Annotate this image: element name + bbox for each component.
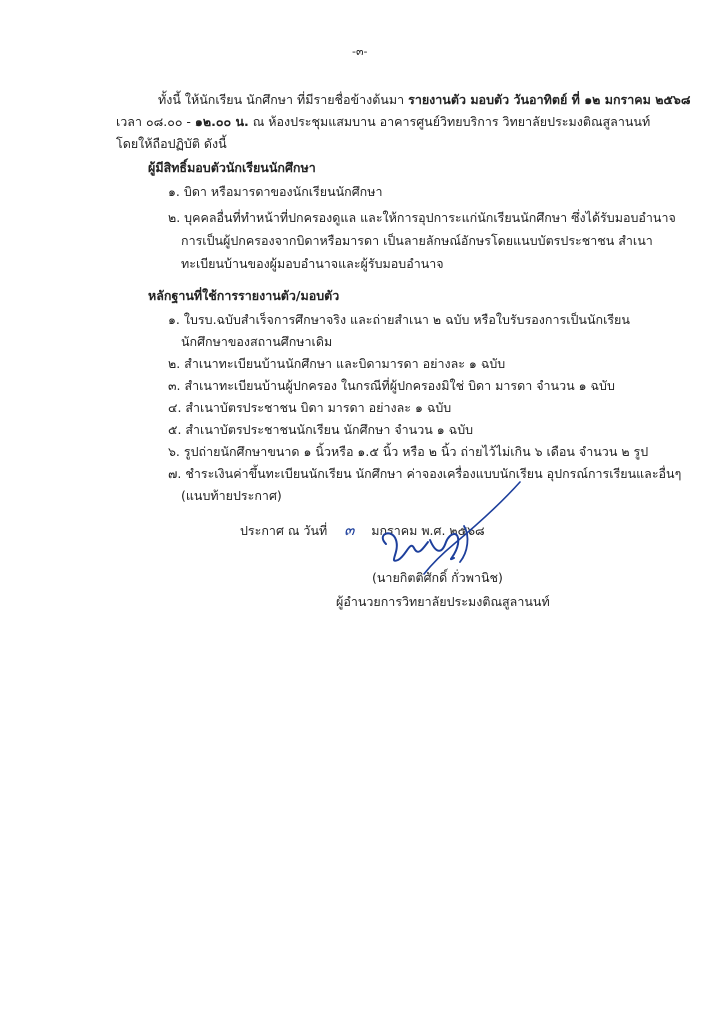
intro-line-1-prefix: ทั้งนี้ ให้นักเรียน นักศึกษา ที่มีรายชื่อข้างต้นมา: [158, 92, 405, 107]
section2-item-3: ๓. สำเนาทะเบียนบ้านผู้ปกครอง ในกรณีที่ผู้ปกครองมิใช่ บิดา มารดา จำนวน ๑ ฉบับ: [168, 378, 615, 393]
intro-line-2-bold: ๑๒.๐๐ น.: [194, 114, 249, 129]
section1-item-2-cont-1: การเป็นผู้ปกครองจากบิดาหรือมารดา เป็นลายลักษณ์อักษรโดยแนบบัตรประชาชน สำเนา: [181, 233, 653, 248]
section1-item-2-cont-2: ทะเบียนบ้านของผู้มอบอำนาจและผู้รับมอบอำนาจ: [181, 256, 444, 271]
section2-item-7: ๗. ชำระเงินค่าขึ้นทะเบียนนักเรียน นักศึกษา ค่าจองเครื่องแบบนักเรียน อุปกรณ์การเรียนและอื่นๆ: [168, 466, 682, 481]
page-number: -๓-: [352, 45, 368, 58]
section1-item-1: ๑. บิดา หรือมารดาของนักเรียนนักศึกษา: [168, 184, 383, 199]
intro-line-2: [116, 114, 650, 130]
intro-line-2-prefix: เวลา ๐๘.๐๐ -: [116, 114, 195, 129]
intro-line-3: โดยให้ถือปฏิบัติ ดังนี้: [116, 136, 227, 151]
handwritten-signature: [370, 478, 530, 578]
intro-line-2-suffix: ณ ห้องประชุมแสมบาน อาคารศูนย์วิทยบริการ วิทยาลัยประมงติณสูลานนท์: [248, 114, 651, 129]
announce-suffix: มกราคม พ.ศ. ๒๕๖๘: [371, 523, 485, 538]
intro-line-1: [158, 92, 691, 108]
signer-name: (นายกิตติศักดิ์ กั่วพานิช): [372, 570, 503, 585]
intro-line-1-bold: รายงานตัว มอบตัว วันอาทิตย์ ที่ ๑๒ มกราคม ๒๕๖๘: [408, 92, 691, 107]
section1-heading: ผู้มีสิทธิ์มอบตัวนักเรียนนักศึกษา: [148, 160, 316, 175]
section2-item-2: ๒. สำเนาทะเบียนบ้านนักศึกษา และบิดามารดา อย่างละ ๑ ฉบับ: [168, 356, 506, 371]
section2-item-1: ๑. ใบรบ.ฉบับสำเร็จการศึกษาจริง และถ่ายสำเนา ๒ ฉบับ หรือใบรับรองการเป็นนักเรียน: [168, 312, 630, 327]
section2-item-1-cont: นักศึกษาของสถานศึกษาเดิม: [181, 334, 333, 349]
section1-item-2: ๒. บุคคลอื่นที่ทำหน้าที่ปกครองดูแล และให้การอุปการะแก่นักเรียนนักศึกษา ซึ่งได้รับมอบอำนาจ: [168, 210, 676, 225]
section2-item-6: ๖. รูปถ่ายนักศึกษาขนาด ๑ นิ้วหรือ ๑.๕ นิ้ว หรือ ๒ นิ้ว ถ่ายไว้ไม่เกิน ๖ เดือน จำนวน ๒ รูป: [168, 444, 649, 459]
signer-position: ผู้อำนวยการวิทยาลัยประมงติณสูลานนท์: [336, 594, 550, 609]
announce-day: ๓: [344, 521, 355, 539]
section2-heading: หลักฐานที่ใช้การรายงานตัว/มอบตัว: [148, 288, 340, 303]
section2-item-7-cont: (แนบท้ายประกาศ): [181, 488, 282, 503]
announce-prefix: ประกาศ ณ วันที่: [240, 523, 328, 538]
section2-item-5: ๕. สำเนาบัตรประชาชนนักเรียน นักศึกษา จำนวน ๑ ฉบับ: [168, 422, 474, 437]
section2-item-4: ๔. สำเนาบัตรประชาชน บิดา มารดา อย่างละ ๑ ฉบับ: [168, 400, 452, 415]
